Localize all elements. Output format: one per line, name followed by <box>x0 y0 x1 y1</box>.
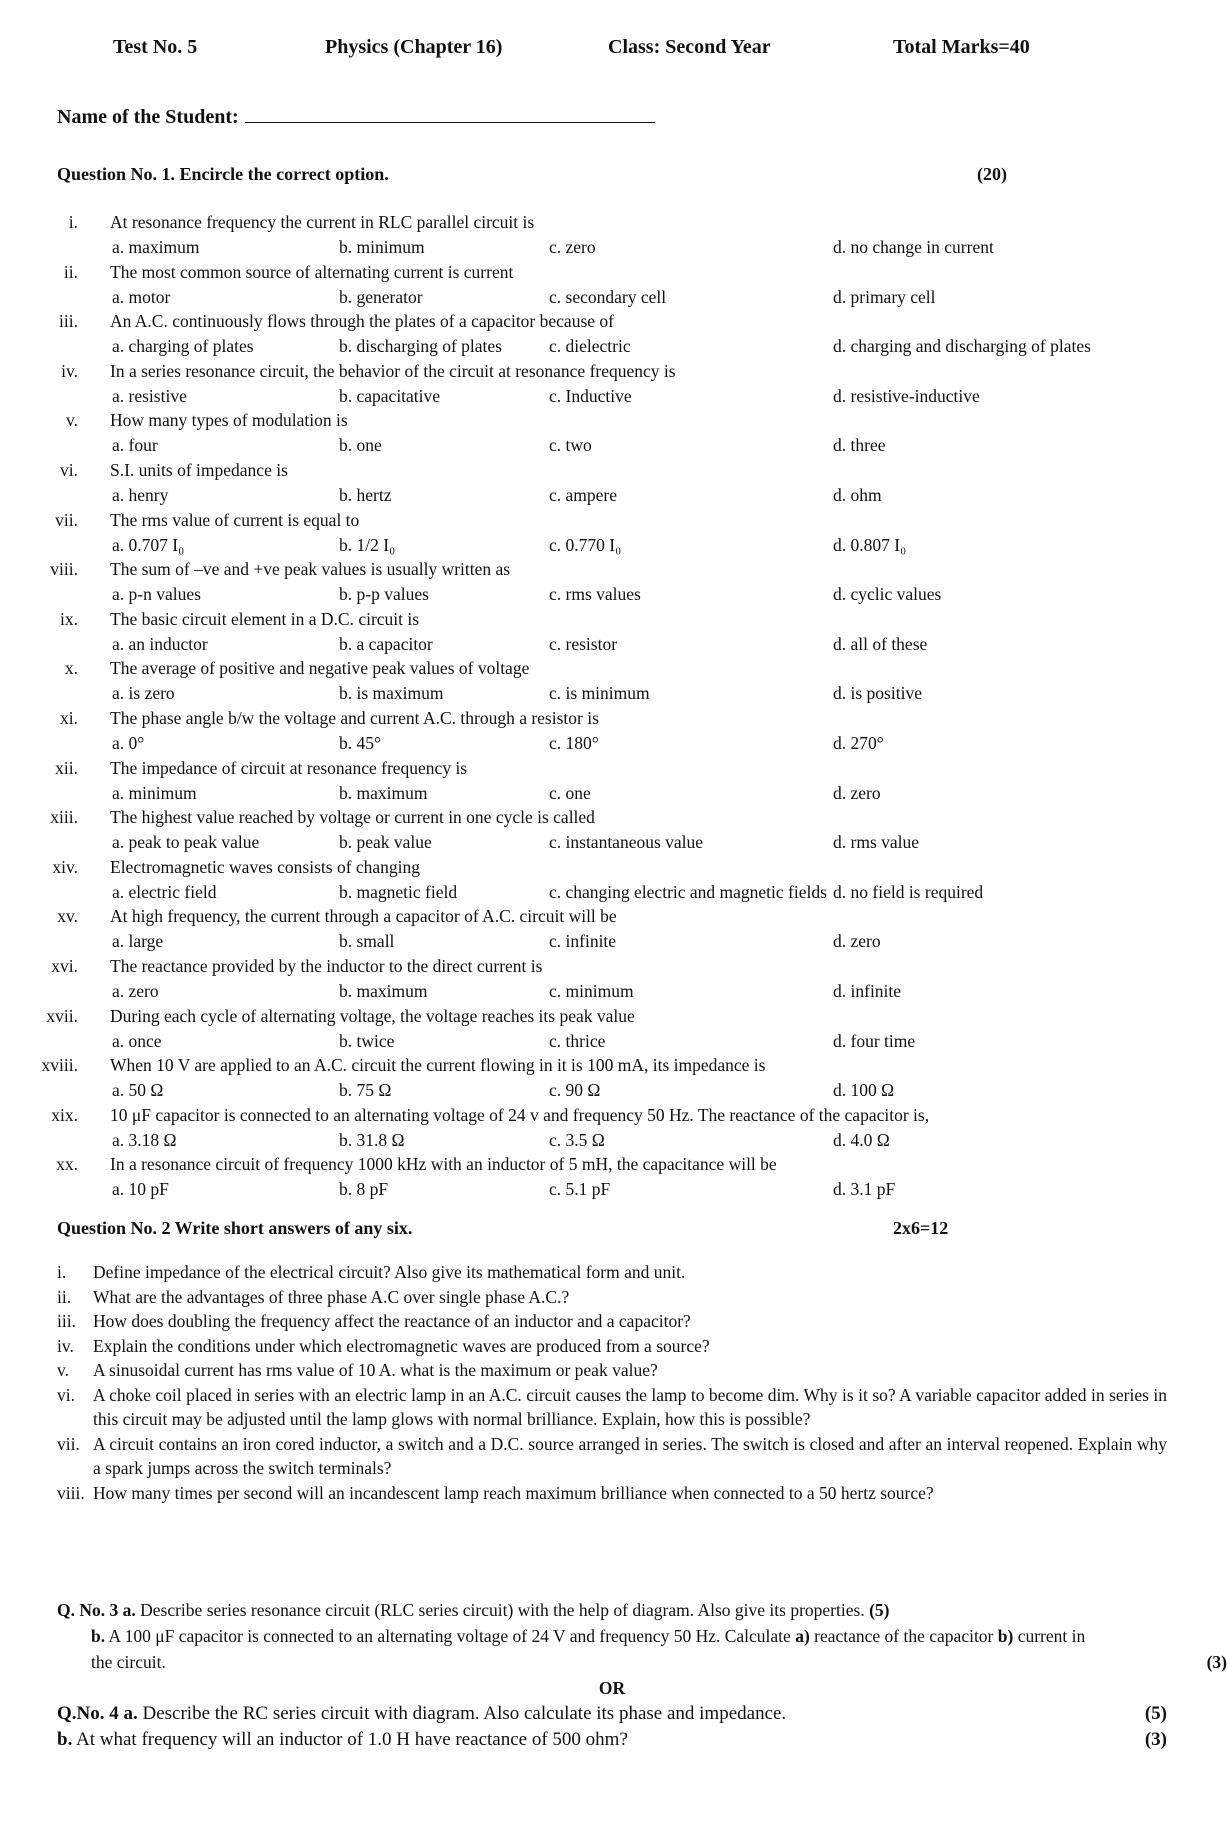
q3b-part-b-label: b) <box>997 1626 1014 1646</box>
short-question-number: vi. <box>57 1384 75 1405</box>
test-number: Test No. 5 <box>113 36 198 58</box>
mcq-option-c[interactable]: c. resistor <box>549 633 618 654</box>
mcq-item <box>0 857 1200 907</box>
mcq-option-d[interactable]: d. 270° <box>833 732 884 753</box>
mcq-option-a[interactable]: a. henry <box>112 484 169 505</box>
q3b-marks: (3) <box>1206 1652 1227 1672</box>
mcq-number: xix. <box>51 1104 78 1125</box>
mcq-item <box>0 410 1200 460</box>
mcq-number: x. <box>64 658 78 679</box>
short-question-text: A circuit contains an iron cored inductor, a switch and a D.C. source arranged in series. The switch is closed and after an interval reopened. Explain why a spark jumps across the switch terminals? <box>93 1433 1167 1478</box>
mcq-option-d[interactable]: d. primary cell <box>833 286 936 307</box>
mcq-number: xii. <box>55 757 78 778</box>
mcq-option-b[interactable]: b. maximum <box>339 980 428 1001</box>
mcq-option-c[interactable]: c. is minimum <box>549 683 650 704</box>
mcq-stem: At high frequency, the current through a capacitor of A.C. circuit will be <box>110 906 617 927</box>
q3a <box>57 1597 1167 1623</box>
mcq-option-d[interactable]: d. 0.807 I₀ <box>833 534 907 555</box>
q2-marks: 2x6=12 <box>893 1218 949 1238</box>
mcq-option-d[interactable]: d. charging and discharging of plates <box>833 336 1091 357</box>
q2-title: Question No. 2 Write short answers of any six. <box>57 1218 413 1238</box>
mcq-option-b[interactable]: b. twice <box>339 1030 395 1051</box>
mcq-option-b[interactable]: b. 1/2 I₀ <box>339 534 396 555</box>
mcq-option-d[interactable]: d. 100 Ω <box>833 1080 895 1101</box>
q4a <box>57 1701 1167 1727</box>
mcq-stem: The rms value of current is equal to <box>110 509 360 530</box>
mcq-option-c[interactable]: c. instantaneous value <box>549 832 704 853</box>
mcq-option-c[interactable]: c. infinite <box>549 931 617 952</box>
mcq-item <box>0 1006 1200 1056</box>
mcq-option-c[interactable]: c. rms values <box>549 584 641 605</box>
mcq-stem: In a resonance circuit of frequency 1000 kHz with an inductor of 5 mH, the capacitance will be <box>110 1154 777 1175</box>
short-question <box>57 1260 1167 1285</box>
mcq-number: i. <box>68 212 78 232</box>
mcq-option-a[interactable]: a. peak to peak value <box>112 832 260 853</box>
q4a-label: Q.No. 4 a. <box>57 1703 138 1724</box>
mcq-option-d[interactable]: d. resistive-inductive <box>833 385 980 406</box>
mcq-number: xviii. <box>41 1055 78 1076</box>
mcq-item <box>0 758 1200 808</box>
mcq-option-b[interactable]: b. peak value <box>339 832 432 853</box>
mcq-option-d[interactable]: d. cyclic values <box>833 584 942 605</box>
short-question <box>57 1481 1167 1506</box>
short-question-number: vii. <box>57 1433 80 1454</box>
mcq-option-a[interactable]: a. minimum <box>112 782 197 803</box>
mcq-option-d[interactable]: d. four time <box>833 1030 916 1051</box>
mcq-option-b[interactable]: b. generator <box>339 286 423 307</box>
mcq-item <box>0 460 1200 510</box>
mcq-number: vii. <box>55 509 78 530</box>
subject-title: Physics (Chapter 16) <box>325 36 503 58</box>
q3a-label: Q. No. 3 a. <box>57 1600 136 1620</box>
mcq-option-d[interactable]: d. infinite <box>833 980 902 1001</box>
mcq-option-b[interactable]: b. 75 Ω <box>339 1080 392 1101</box>
mcq-stem: The highest value reached by voltage or current in one cycle is called <box>110 807 595 828</box>
mcq-option-c[interactable]: c. two <box>549 435 592 456</box>
mcq-number: ii. <box>63 261 78 282</box>
mcq-option-a[interactable]: a. four <box>112 435 158 456</box>
q3b <box>57 1623 1227 1675</box>
mcq-option-b[interactable]: b. a capacitor <box>339 633 433 654</box>
mcq-number: xi. <box>60 707 78 728</box>
q3b-text: A 100 μF capacitor is connected to an alternating voltage of 24 V and frequency 50 Hz. Calculate <box>108 1626 791 1646</box>
mcq-stem: During each cycle of alternating voltage, the voltage reaches its peak value <box>110 1005 635 1026</box>
short-question <box>57 1334 1167 1359</box>
q1-marks: (20) <box>977 164 1007 184</box>
mcq-option-c[interactable]: c. 3.5 Ω <box>549 1129 605 1150</box>
mcq-option-c[interactable]: c. minimum <box>549 980 634 1001</box>
mcq-option-b[interactable]: b. one <box>339 435 382 456</box>
short-question-number: viii. <box>57 1482 85 1503</box>
mcq-stem: The most common source of alternating current is current <box>110 261 514 282</box>
mcq-option-c[interactable]: c. one <box>549 782 591 803</box>
mcq-number: xvi. <box>51 955 78 976</box>
student-name-blank[interactable] <box>245 104 655 123</box>
q3a-marks: (5) <box>869 1600 890 1620</box>
mcq-number: v. <box>66 410 78 431</box>
mcq-option-b[interactable]: b. 45° <box>339 732 381 753</box>
mcq-option-c[interactable]: c. 90 Ω <box>549 1080 601 1101</box>
short-question <box>57 1432 1167 1481</box>
mcq-item <box>0 956 1200 1006</box>
mcq-option-d[interactable]: d. no change in current <box>833 237 994 257</box>
mcq-number: xx. <box>56 1154 78 1175</box>
q3b-part-a-text: reactance of the capacitor <box>814 1626 994 1646</box>
short-question <box>57 1285 1167 1310</box>
total-marks: Total Marks=40 <box>893 36 1030 58</box>
mcq-option-b[interactable]: b. maximum <box>339 782 428 803</box>
mcq-stem: S.I. units of impedance is <box>110 459 288 480</box>
q3b-part-a-label: a) <box>795 1626 810 1646</box>
mcq-option-a[interactable]: a. zero <box>112 980 159 1001</box>
mcq-option-d[interactable]: d. no field is required <box>833 881 984 902</box>
short-question-text: What are the advantages of three phase A.C over single phase A.C.? <box>93 1286 570 1307</box>
mcq-stem: The impedance of circuit at resonance frequency is <box>110 757 468 778</box>
mcq-option-a[interactable]: a. motor <box>112 286 171 307</box>
q3a-text: Describe series resonance circuit (RLC series circuit) with the help of diagram. Also give its properties. <box>140 1600 865 1620</box>
mcq-option-b[interactable]: b. 31.8 Ω <box>339 1129 405 1150</box>
mcq-option-b[interactable]: b. small <box>339 931 395 952</box>
mcq-number: ix. <box>60 608 78 629</box>
mcq-option-d[interactable]: d. zero <box>833 782 881 803</box>
short-question <box>57 1309 1167 1334</box>
q4b-label: b. <box>57 1729 73 1750</box>
student-name-label: Name of the Student: <box>57 106 239 128</box>
mcq-item <box>0 807 1200 857</box>
mcq-option-d[interactable]: d. 4.0 Ω <box>833 1129 890 1150</box>
q4b-marks: (3) <box>1144 1729 1167 1750</box>
mcq-option-b[interactable]: b. p-p values <box>339 584 429 605</box>
student-name-line <box>57 104 655 129</box>
short-answer-list <box>57 1260 1167 1505</box>
mcq-option-d[interactable]: d. ohm <box>833 484 882 505</box>
mcq-number: xv. <box>57 906 78 927</box>
mcq-stem: How many types of modulation is <box>110 410 348 431</box>
mcq-option-c[interactable]: c. ampere <box>549 484 618 505</box>
mcq-item <box>0 361 1200 411</box>
mcq-item <box>0 559 1200 609</box>
q4b <box>57 1727 1167 1753</box>
or-separator: OR <box>598 1678 626 1698</box>
mcq-option-c[interactable]: c. 0.770 I₀ <box>549 534 622 555</box>
mcq-option-a[interactable]: a. maximum <box>112 237 200 257</box>
mcq-option-b[interactable]: b. minimum <box>339 237 425 257</box>
mcq-number: xvii. <box>46 1005 78 1026</box>
short-question-number: iii. <box>57 1311 76 1331</box>
short-question-number: v. <box>57 1360 69 1380</box>
mcq-item <box>0 311 1200 361</box>
short-question-number: iv. <box>57 1335 74 1356</box>
short-question-number: ii. <box>57 1286 72 1307</box>
mcq-stem: An A.C. continuously flows through the plates of a capacitor because of <box>110 311 614 332</box>
short-question-text: Explain the conditions under which electromagnetic waves are produced from a source? <box>93 1335 710 1356</box>
q4a-marks: (5) <box>1144 1703 1167 1724</box>
mcq-item <box>0 1154 1200 1204</box>
mcq-option-c[interactable]: c. Inductive <box>549 385 632 406</box>
mcq-item <box>0 1055 1200 1105</box>
mcq-stem: 10 μF capacitor is connected to an alternating voltage of 24 v and frequency 50 Hz. The reactance of the capacitor is, <box>110 1104 930 1125</box>
mcq-item <box>0 1105 1200 1155</box>
mcq-option-a[interactable]: a. 0° <box>112 732 145 753</box>
mcq-stem: When 10 V are applied to an A.C. circuit the current flowing in it is 100 mA, its impedance is <box>110 1055 766 1076</box>
mcq-stem: Electromagnetic waves consists of changing <box>110 856 421 877</box>
q3b-part-b-text: current in the circuit. <box>91 1626 1086 1672</box>
mcq-option-d[interactable]: d. rms value <box>833 832 920 853</box>
mcq-option-a[interactable]: a. resistive <box>112 385 187 406</box>
mcq-option-a[interactable]: a. electric field <box>112 881 217 902</box>
short-question-text: A choke coil placed in series with an electric lamp in an A.C. circuit causes the lamp to become dim. Why is it so? A variable capacitor added in series in this circuit may be adjusted until the lamp glows with normal brilliance. Explain, how this is possible? <box>93 1384 1167 1429</box>
short-question-text: How does doubling the frequency affect the reactance of an inductor and a capacitor? <box>93 1311 691 1331</box>
short-question <box>57 1358 1167 1383</box>
mcq-option-c[interactable]: c. 5.1 pF <box>549 1179 611 1200</box>
mcq-option-b[interactable]: b. 8 pF <box>339 1179 389 1200</box>
mcq-number: vi. <box>60 459 78 480</box>
mcq-option-b[interactable]: b. magnetic field <box>339 881 458 902</box>
mcq-option-c[interactable]: c. changing electric and magnetic fields <box>549 881 827 902</box>
mcq-list <box>0 212 1200 1204</box>
mcq-item <box>0 609 1200 659</box>
mcq-option-a[interactable]: a. p-n values <box>112 584 201 605</box>
mcq-option-a[interactable]: a. 3.18 Ω <box>112 1129 177 1150</box>
mcq-option-a[interactable]: a. charging of plates <box>112 336 254 357</box>
mcq-option-c[interactable]: c. thrice <box>549 1030 606 1051</box>
mcq-item <box>0 658 1200 708</box>
mcq-stem: In a series resonance circuit, the behavior of the circuit at resonance frequency is <box>110 360 676 381</box>
mcq-option-a[interactable]: a. is zero <box>112 683 175 704</box>
mcq-option-c[interactable]: c. 180° <box>549 732 599 753</box>
mcq-option-c[interactable]: c. zero <box>549 237 596 257</box>
mcq-option-a[interactable]: a. 10 pF <box>112 1179 169 1200</box>
short-question-text: How many times per second will an incandescent lamp reach maximum brilliance when connected to a 50 hertz source? <box>93 1482 934 1503</box>
mcq-number: iii. <box>59 311 78 332</box>
short-question-number: i. <box>57 1262 67 1282</box>
mcq-number: iv. <box>61 360 78 381</box>
mcq-item <box>0 708 1200 758</box>
mcq-option-a[interactable]: a. an inductor <box>112 633 208 654</box>
mcq-item <box>0 212 1200 262</box>
mcq-stem: The reactance provided by the inductor to the direct current is <box>110 955 543 976</box>
mcq-option-b[interactable]: b. hertz <box>339 484 392 505</box>
mcq-number: viii. <box>50 559 78 580</box>
mcq-option-a[interactable]: a. large <box>112 931 164 952</box>
q3b-label: b. <box>91 1626 106 1646</box>
mcq-option-a[interactable]: a. 50 Ω <box>112 1080 164 1101</box>
mcq-option-c[interactable]: c. secondary cell <box>549 286 667 307</box>
mcq-item <box>0 262 1200 312</box>
mcq-option-b[interactable]: b. discharging of plates <box>339 336 502 357</box>
mcq-option-a[interactable]: a. once <box>112 1030 162 1051</box>
mcq-item <box>0 510 1200 560</box>
q4a-text: Describe the RC series circuit with diagram. Also calculate its phase and impedance. <box>142 1703 787 1724</box>
short-question <box>57 1383 1167 1432</box>
q1-title: Question No. 1. Encircle the correct option. <box>57 164 389 184</box>
mcq-option-d[interactable]: d. 3.1 pF <box>833 1179 896 1200</box>
mcq-option-d[interactable]: d. zero <box>833 931 881 952</box>
mcq-item <box>0 906 1200 956</box>
mcq-stem: At resonance frequency the current in RLC parallel circuit is <box>110 212 535 232</box>
class-label: Class: Second Year <box>608 36 771 58</box>
mcq-stem: The basic circuit element in a D.C. circuit is <box>110 608 420 629</box>
mcq-stem: The sum of –ve and +ve peak values is usually written as <box>110 559 511 580</box>
mcq-option-c[interactable]: c. dielectric <box>549 336 631 357</box>
mcq-number: xiii. <box>50 807 78 828</box>
mcq-stem: The average of positive and negative peak values of voltage <box>110 658 530 679</box>
mcq-option-a[interactable]: a. 0.707 I₀ <box>112 534 185 555</box>
short-question-text: Define impedance of the electrical circuit? Also give its mathematical form and unit. <box>93 1262 686 1282</box>
mcq-number: xiv. <box>52 856 78 877</box>
mcq-option-b[interactable]: b. capacitative <box>339 385 441 406</box>
mcq-option-d[interactable]: d. is positive <box>833 683 922 704</box>
mcq-option-d[interactable]: d. all of these <box>833 633 928 654</box>
short-question-text: A sinusoidal current has rms value of 10 A. what is the maximum or peak value? <box>93 1360 658 1380</box>
long-questions <box>57 1597 1227 1753</box>
mcq-option-b[interactable]: b. is maximum <box>339 683 444 704</box>
q4b-text: At what frequency will an inductor of 1.0 H have reactance of 500 ohm? <box>76 1729 628 1750</box>
mcq-option-d[interactable]: d. three <box>833 435 886 456</box>
mcq-stem: The phase angle b/w the voltage and current A.C. through a resistor is <box>110 707 599 728</box>
